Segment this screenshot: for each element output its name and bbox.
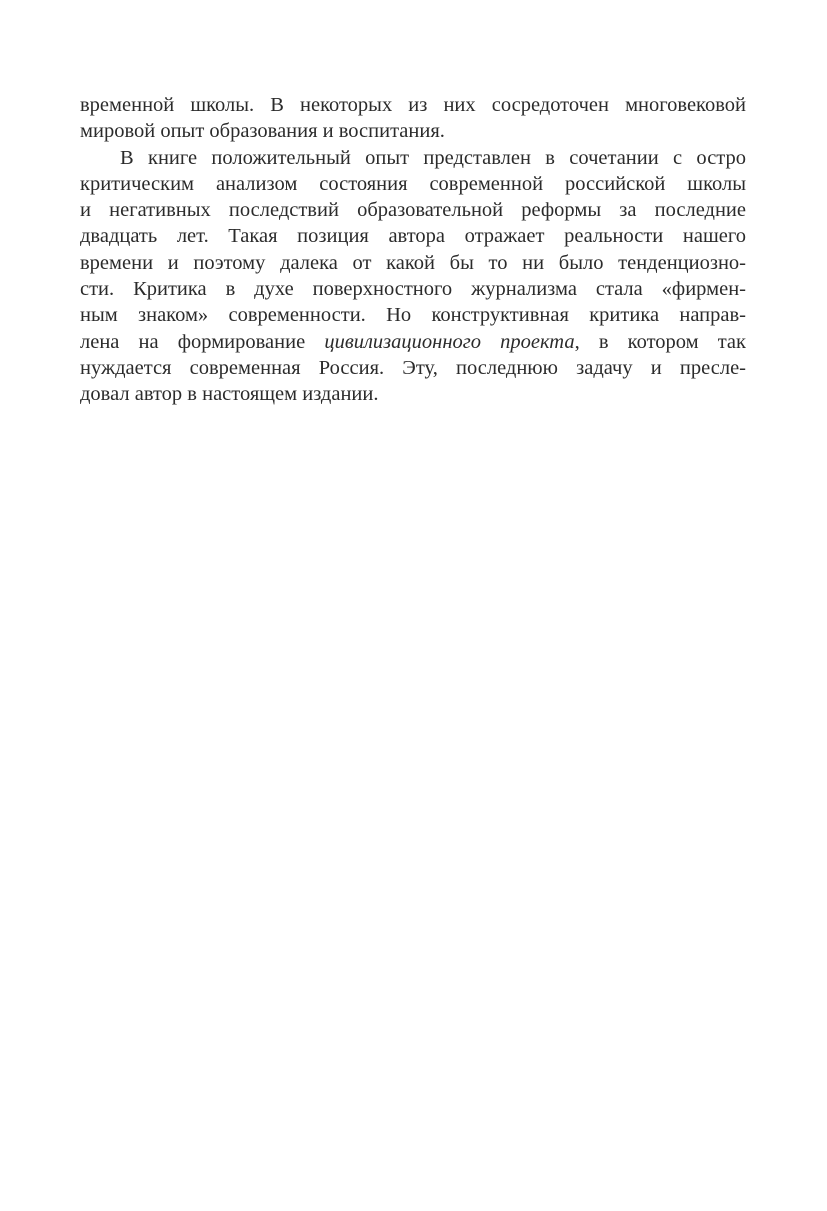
text-line: сти. Критика в духе поверхностного журнализма стала «фирмен- bbox=[80, 278, 746, 301]
body-text bbox=[80, 92, 746, 408]
text-line: временной школы. В некоторых из них сосредоточен многовековой bbox=[80, 94, 746, 116]
paragraph-1 bbox=[80, 92, 746, 145]
text-line: и негативных последствий образовательной реформы за последние bbox=[80, 199, 746, 222]
paragraph-2 bbox=[80, 145, 746, 408]
text-line: довал автор в настоящем издании. bbox=[80, 383, 379, 406]
text-line-with-emphasis bbox=[80, 329, 746, 355]
text-segment: лена на формирование bbox=[80, 330, 325, 353]
text-line: В книге положительный опыт представлен в сочетании с остро bbox=[120, 146, 746, 169]
text-line: времени и поэтому далека от какой бы то ни было тенденциозно- bbox=[80, 251, 746, 274]
text-line: нуждается современная Россия. Эту, последнюю задачу и пресле- bbox=[80, 356, 746, 379]
text-line: мировой опыт образования и воспитания. bbox=[80, 120, 445, 143]
text-line: двадцать лет. Такая позиция автора отражает реальности нашего bbox=[80, 225, 746, 248]
emphasized-term: цивилизационного проекта bbox=[324, 330, 575, 353]
text-segment: , в котором так bbox=[574, 330, 746, 353]
text-line: критическим анализом состояния современной российской школы bbox=[80, 172, 746, 195]
text-line: ным знаком» современности. Но конструктивная критика направ- bbox=[80, 304, 746, 327]
